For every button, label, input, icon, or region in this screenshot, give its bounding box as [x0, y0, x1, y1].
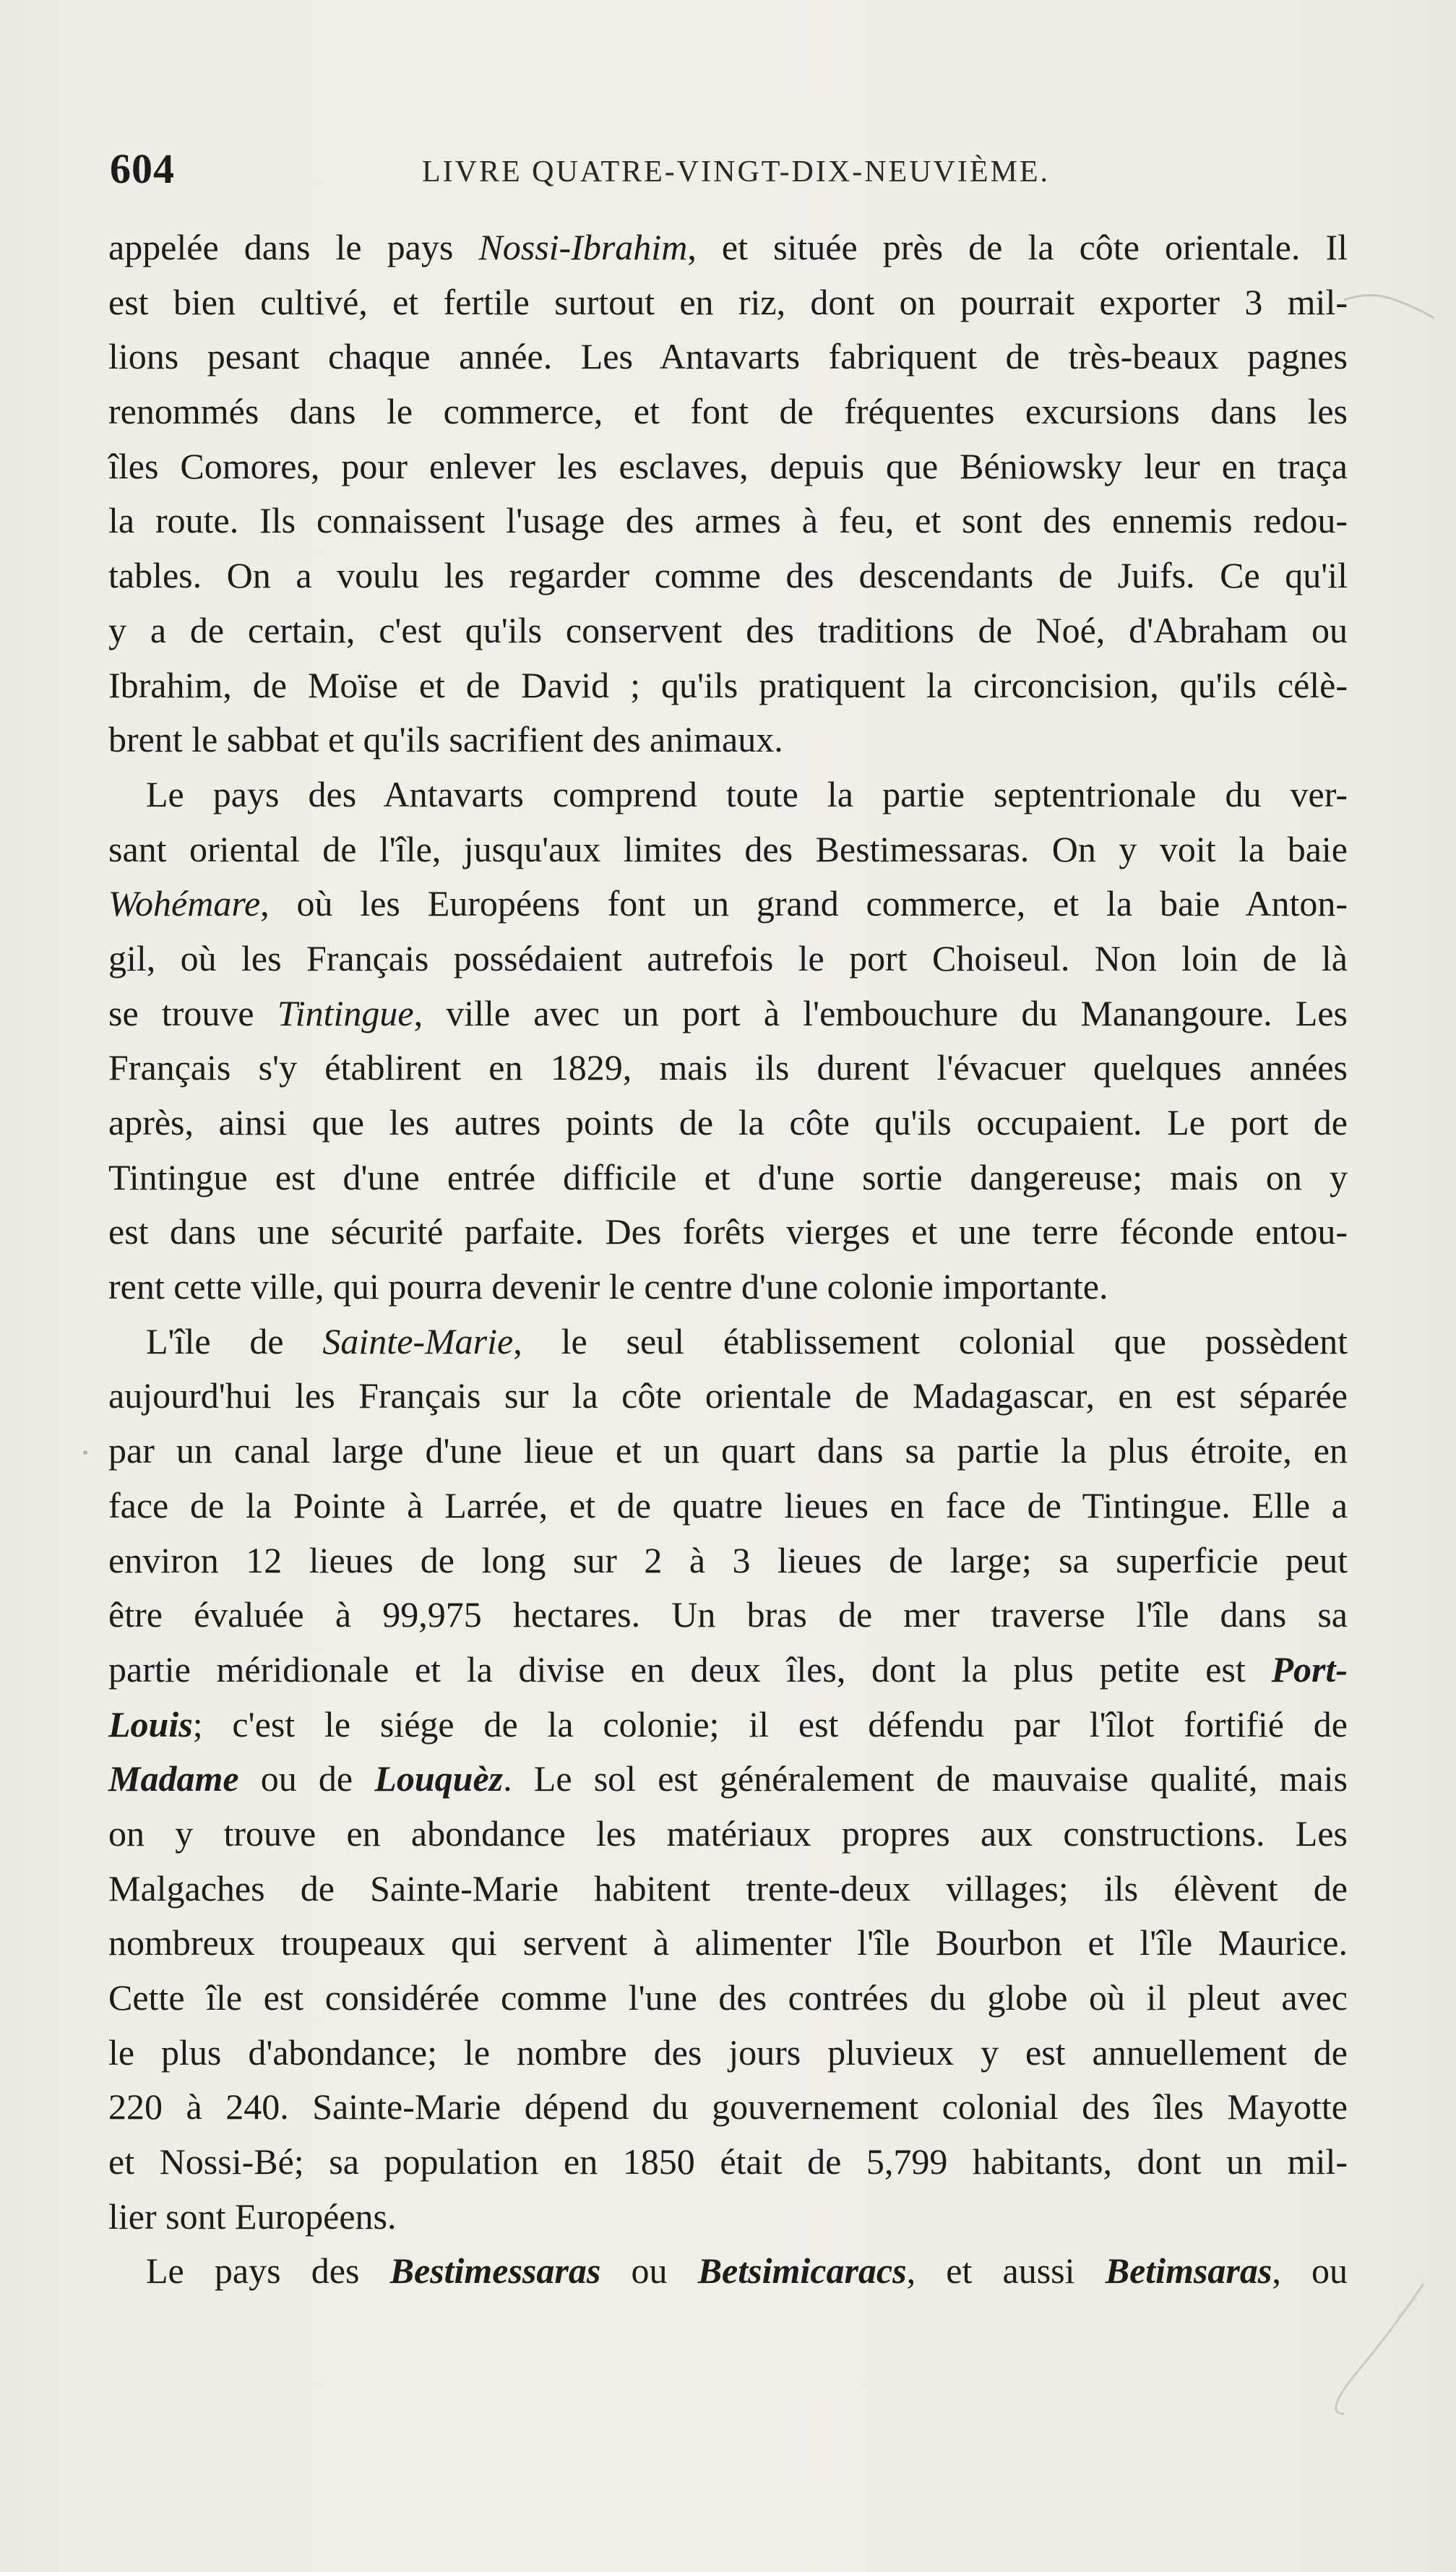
text-line: se trouve Tintingue, ville avec un port à l'embouchure du Manangoure. Les	[108, 992, 1348, 1033]
text-line: face de la Pointe à Larrée, et de quatre lieues en face de Tintingue. Elle a	[108, 1484, 1348, 1526]
pencil-mark-bottom-right	[1330, 2276, 1438, 2421]
paragraph	[108, 767, 1348, 1315]
text-line: Malgaches de Sainte-Marie habitent trente-deux villages; ils élèvent de	[108, 1867, 1348, 1909]
body-text	[108, 220, 1348, 2299]
paragraph	[108, 2244, 1348, 2299]
text-line: renommés dans le commerce, et font de fréquentes excursions dans les	[108, 391, 1348, 432]
text-line: lions pesant chaque année. Les Antavarts fabriquent de très-beaux pagnes	[108, 336, 1348, 377]
text-line: Ibrahim, de Moïse et de David ; qu'ils pratiquent la circoncision, qu'ils célè-	[108, 664, 1348, 705]
text-line: environ 12 lieues de long sur 2 à 3 lieues de large; sa superficie peut	[108, 1539, 1348, 1580]
text-line: Cette île est considérée comme l'une des contrées du globe où il pleut avec	[108, 1977, 1348, 2018]
text-line: être évaluée à 99,975 hectares. Un bras de mer traverse l'île dans sa	[108, 1594, 1348, 1635]
text-line: Le pays des Antavarts comprend toute la partie septentrionale du ver-	[146, 773, 1348, 814]
place-name: Tintingue	[277, 992, 414, 1033]
place-name: Betsimicaracs	[697, 2250, 907, 2292]
place-name: Sainte-Marie	[322, 1320, 514, 1362]
text-line: lier sont Européens.	[108, 2195, 397, 2237]
text-line: Français s'y établirent en 1829, mais ils durent l'évacuer quelques années	[108, 1047, 1348, 1088]
place-name: Madame	[108, 1758, 239, 1799]
text-line: tables. On a voulu les regarder comme des descendants de Juifs. Ce qu'il	[108, 555, 1348, 596]
place-name: Port-	[1271, 1648, 1348, 1690]
text-line: rent cette ville, qui pourra devenir le centre d'une colonie importante.	[108, 1266, 1108, 1307]
margin-dot	[78, 1445, 92, 1460]
place-name: Louquèz	[374, 1758, 504, 1799]
running-title: LIVRE QUATRE-VINGT-DIX-NEUVIÈME.	[422, 155, 1050, 189]
page-header	[110, 145, 1049, 195]
text-line: la route. Ils connaissent l'usage des armes à feu, et sont des ennemis redou-	[108, 500, 1348, 541]
paragraph	[108, 1315, 1348, 2245]
text-line: par un canal large d'une lieue et un quart dans sa partie la plus étroite, en	[108, 1430, 1348, 1471]
page-number: 604	[110, 145, 175, 192]
place-name: Nossi-Ibrahim	[478, 227, 688, 267]
text-line: 220 à 240. Sainte-Marie dépend du gouvernement colonial des îles Mayotte	[108, 2086, 1348, 2128]
text-line: îles Comores, pour enlever les esclaves, depuis que Béniowsky leur en traça	[108, 445, 1348, 486]
place-name: Louis	[108, 1703, 193, 1745]
text-line: aujourd'hui les Français sur la côte orientale de Madagascar, en est séparée	[108, 1375, 1348, 1416]
text-line: L'île de Sainte-Marie, le seul établissement colonial que possèdent	[146, 1320, 1348, 1362]
text-line: y a de certain, c'est qu'ils conservent des traditions de Noé, d'Abraham ou	[108, 609, 1348, 650]
text-line: et Nossi-Bé; sa population en 1850 était de 5,799 habitants, dont un mil-	[108, 2141, 1348, 2182]
place-name: Wohémare	[108, 883, 261, 924]
text-line: est dans une sécurité parfaite. Des forêts vierges et une terre féconde entou-	[108, 1211, 1348, 1252]
place-name: Bestimessaras	[389, 2250, 601, 2292]
text-line: Madame ou de Louquèz. Le sol est généralement de mauvaise qualité, mais	[108, 1758, 1348, 1799]
text-line: le plus d'abondance; le nombre des jours pluvieux y est annuellement de	[108, 2031, 1348, 2073]
paragraph	[108, 220, 1348, 767]
text-line: Tintingue est d'une entrée difficile et d'une sortie dangereuse; mais on y	[108, 1156, 1348, 1197]
text-line: Le pays des Bestimessaras ou Betsimicaracs, et aussi Betimsaras, ou	[146, 2250, 1348, 2292]
text-line: Wohémare, où les Européens font un grand commerce, et la baie Anton-	[108, 883, 1348, 924]
text-line: partie méridionale et la divise en deux îles, dont la plus petite est Port-	[108, 1648, 1348, 1690]
pencil-mark-top-right	[1340, 285, 1442, 329]
text-line: après, ainsi que les autres points de la côte qu'ils occupaient. Le port de	[108, 1102, 1348, 1143]
place-name: Betimsaras	[1105, 2250, 1272, 2292]
text-line: gil, où les Français possédaient autrefois le port Choiseul. Non loin de là	[108, 937, 1348, 979]
text-line: on y trouve en abondance les matériaux propres aux constructions. Les	[108, 1812, 1348, 1854]
text-line: nombreux troupeaux qui servent à alimenter l'île Bourbon et l'île Maurice.	[108, 1922, 1348, 1964]
text-line: Louis; c'est le siége de la colonie; il est défendu par l'îlot fortifié de	[108, 1703, 1348, 1745]
text-line: est bien cultivé, et fertile surtout en riz, dont on pourrait exporter 3 mil-	[108, 281, 1348, 322]
text-line: sant oriental de l'île, jusqu'aux limites des Bestimessaras. On y voit la baie	[108, 828, 1348, 869]
text-line: brent le sabbat et qu'ils sacrifient des animaux.	[108, 719, 783, 760]
text-line: appelée dans le pays Nossi-Ibrahim, et située près de la côte orientale. Il	[108, 227, 1348, 267]
